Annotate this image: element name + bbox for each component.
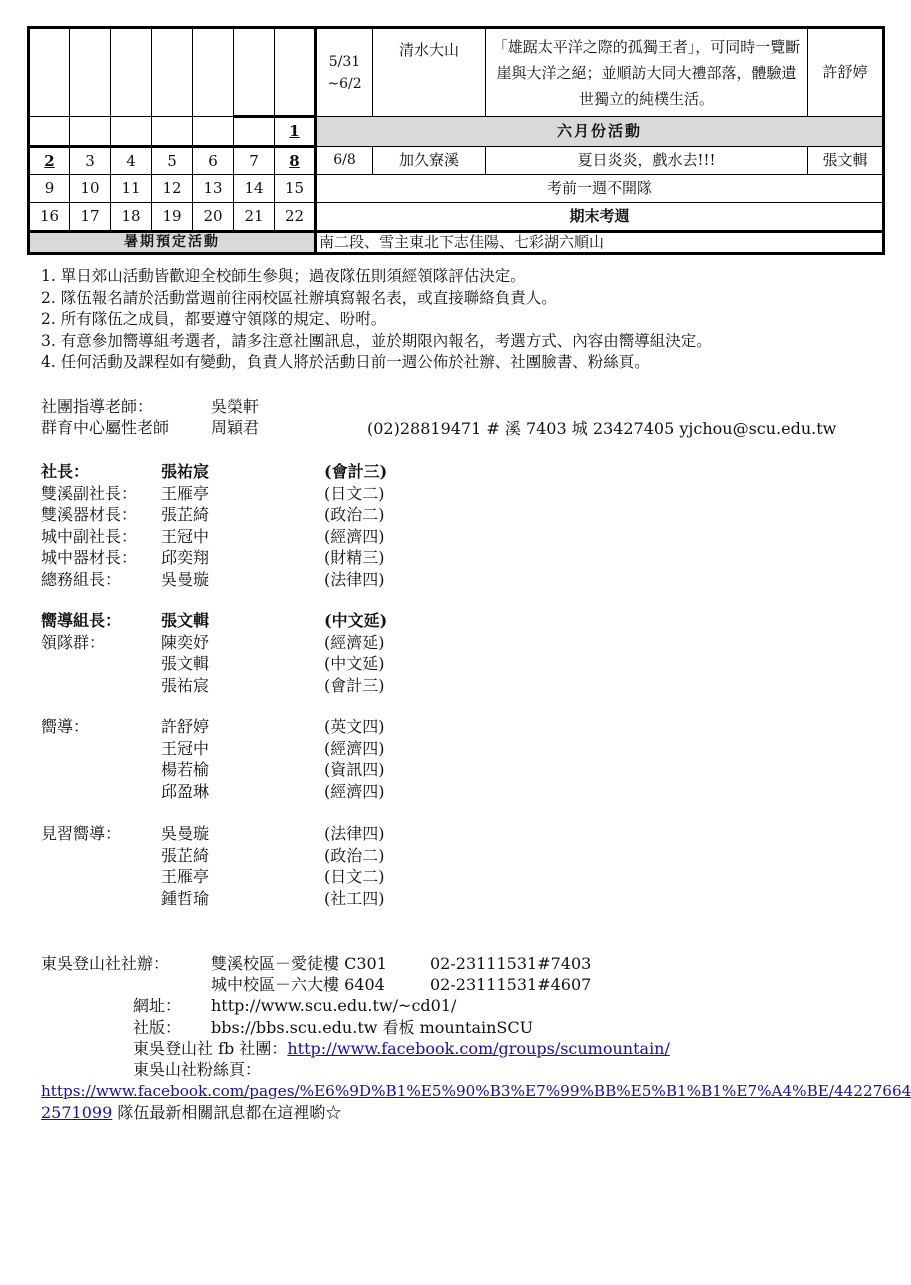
day-cell: 22	[275, 203, 316, 232]
table-row	[29, 147, 884, 175]
member-department: (政治二)	[324, 845, 385, 865]
office-chengzhong: 城中校區－六大樓 6404	[211, 975, 385, 994]
member-name: 張祐宸	[161, 462, 210, 481]
member-name: 王冠中	[161, 526, 210, 546]
fb-group-link[interactable]: http://www.facebook.com/groups/scumountain/	[287, 1039, 670, 1058]
notes-list	[41, 266, 901, 374]
note-item: 2. 隊伍報名請於活動當週前往兩校區社辦填寫報名表，或直接聯絡負責人。	[41, 288, 557, 307]
center-advisor-name: 周穎君	[211, 418, 260, 437]
member-department: (會計三)	[324, 462, 388, 481]
day-cell: 10	[70, 175, 111, 203]
summer-plan: 南二段、雪主東北下志佳陽、七彩湖六順山	[316, 232, 884, 254]
day-cell: 11	[111, 175, 152, 203]
month-title: 六月份活動	[316, 117, 884, 147]
member-name: 王雁亭	[161, 483, 210, 503]
day-cell: 2	[29, 147, 70, 175]
advisor-name: 吳榮軒	[211, 397, 260, 416]
member-name: 鍾哲瑜	[161, 888, 210, 908]
fb-group-label: 東吳登山社 fb 社團：	[133, 1039, 288, 1058]
member-name: 張文輯	[161, 611, 210, 630]
table-row	[29, 175, 884, 203]
member-department: (資訊四)	[324, 760, 385, 779]
table-row	[29, 203, 884, 232]
table-row	[29, 232, 884, 254]
day-cell: 16	[29, 203, 70, 232]
member-name: 許舒婷	[161, 717, 210, 736]
member-department: (經濟四)	[324, 526, 385, 546]
member-name: 陳奕妤	[161, 632, 210, 652]
day-cell: 4	[111, 147, 152, 175]
fans-page-note: 隊伍最新相關訊息都在這裡喲☆	[112, 1103, 342, 1122]
website-label: 網址：	[133, 996, 182, 1015]
member-role: 城中副社長：	[41, 526, 138, 546]
place-cell: 加久寮溪	[373, 147, 486, 175]
table-row	[29, 28, 884, 117]
member-name: 王冠中	[161, 738, 210, 758]
member-role: 社長：	[41, 462, 90, 481]
member-role: 見習嚮導：	[41, 824, 122, 843]
office-shuangxi: 雙溪校區－愛徒樓 C301	[211, 954, 387, 973]
leader-cell: 張文輯	[808, 147, 884, 175]
day-cell: 13	[193, 175, 234, 203]
day-cell: 18	[111, 203, 152, 232]
day-cell: 21	[234, 203, 275, 232]
week-note: 期末考週	[316, 203, 884, 232]
description-cell: 夏日炎炎，戲水去!!!	[486, 147, 808, 175]
place-cell: 清水大山	[373, 28, 486, 117]
member-department: (日文二)	[324, 483, 385, 503]
member-department: (中文延)	[324, 654, 385, 673]
day-cell: 14	[234, 175, 275, 203]
leader-cell: 許舒婷	[808, 28, 884, 117]
day-cell: 15	[275, 175, 316, 203]
member-name: 張文輯	[161, 654, 210, 673]
schedule-table	[27, 26, 885, 255]
table-row	[29, 117, 884, 147]
day-cell: 17	[70, 203, 111, 232]
member-role: 嚮導組長：	[41, 611, 122, 630]
member-name: 邱盈琳	[161, 781, 210, 801]
center-advisor-label: 群育中心屬性老師	[41, 418, 170, 437]
note-item: 1. 單日郊山活動皆歡迎全校師生參與；過夜隊伍則須經領隊評估決定。	[41, 267, 526, 285]
fans-page-link[interactable]	[41, 1081, 911, 1102]
description-cell: 「雄踞太平洋之際的孤獨王者」，可同時一覽斷崖與大洋之絕；並順訪大同大禮部落，體驗遺世獨立的純樸生活。	[486, 28, 808, 117]
note-item: 2. 所有隊伍之成員，都要遵守領隊的規定、吩咐。	[41, 310, 387, 329]
note-item: 3. 有意參加嚮導組考選者，請多注意社團訊息，並於期限內報名，考選方式、內容由嚮導組決定。	[41, 331, 712, 350]
advisor-label: 社團指導老師：	[41, 397, 154, 416]
member-department: (中文延)	[324, 611, 388, 630]
fans-page-line2	[41, 1102, 341, 1123]
week-note: 考前一週不開隊	[316, 175, 884, 203]
member-department: (法律四)	[324, 824, 385, 843]
day-cell: 5	[152, 147, 193, 175]
member-department: (英文四)	[324, 717, 385, 736]
day-cell: 7	[234, 147, 275, 175]
member-name: 吳曼璇	[161, 824, 210, 843]
date-cell: 5/31 ~6/2	[316, 28, 373, 117]
member-department: (經濟延)	[324, 632, 385, 652]
summer-label: 暑期預定活動	[29, 232, 316, 254]
fb-group-line	[133, 1038, 670, 1059]
member-department: (社工四)	[324, 888, 385, 908]
member-department: (政治二)	[324, 505, 385, 524]
member-name: 張芷綺	[161, 845, 210, 865]
member-name: 張芷綺	[161, 505, 210, 524]
day-cell: 3	[70, 147, 111, 175]
member-name: 張祐宸	[161, 675, 210, 695]
office-label: 東吳登山社社辦：	[41, 954, 170, 973]
date-cell: 6/8	[316, 147, 373, 175]
day-cell: 19	[152, 203, 193, 232]
phone-shuangxi: 02-23111531#7403	[430, 954, 592, 973]
bbs-label: 社版：	[133, 1018, 182, 1037]
member-role: 總務組長：	[41, 569, 122, 589]
fans-page-url-cont[interactable]: 2571099	[41, 1103, 113, 1122]
member-name: 邱奕翔	[161, 548, 210, 567]
member-department: (財精三)	[324, 548, 385, 567]
note-item: 4. 任何活動及課程如有變動，負責人將於活動日前一週公佈於社辦、社團臉書、粉絲頁。	[41, 353, 650, 372]
day-cell: 6	[193, 147, 234, 175]
fans-page-url[interactable]: https://www.facebook.com/pages/%E6%9D%B1%E5%90%B3%E7%99%BB%E5%B1%B1%E7%A4%BE/44227664	[41, 1082, 911, 1100]
member-department: (經濟四)	[324, 738, 385, 758]
member-department: (日文二)	[324, 867, 385, 886]
day-cell: 12	[152, 175, 193, 203]
bbs-address: bbs://bbs.scu.edu.tw 看板 mountainSCU	[211, 1018, 534, 1037]
member-name: 王雁亭	[161, 867, 210, 886]
advisor-contact: (02)28819471 # 溪 7403 城 23427405 yjchou@scu.edu.tw	[367, 419, 837, 438]
member-role: 城中器材長：	[41, 548, 138, 567]
day-cell: 1	[275, 117, 316, 147]
member-department: (法律四)	[324, 569, 385, 589]
day-cell: 8	[275, 147, 316, 175]
member-name: 吳曼璇	[161, 569, 210, 589]
member-department: (經濟四)	[324, 781, 385, 801]
member-department: (會計三)	[324, 675, 385, 695]
member-role: 領隊群：	[41, 632, 106, 652]
website-url: http://www.scu.edu.tw/~cd01/	[211, 996, 457, 1015]
day-cell: 20	[193, 203, 234, 232]
fans-page-label: 東吳山社粉絲頁：	[133, 1060, 262, 1079]
member-name: 楊若榆	[161, 760, 210, 779]
member-role: 雙溪副社長：	[41, 483, 138, 503]
member-role: 嚮導：	[41, 717, 90, 736]
phone-chengzhong: 02-23111531#4607	[430, 975, 592, 994]
member-role: 雙溪器材長：	[41, 505, 138, 524]
day-cell: 9	[29, 175, 70, 203]
